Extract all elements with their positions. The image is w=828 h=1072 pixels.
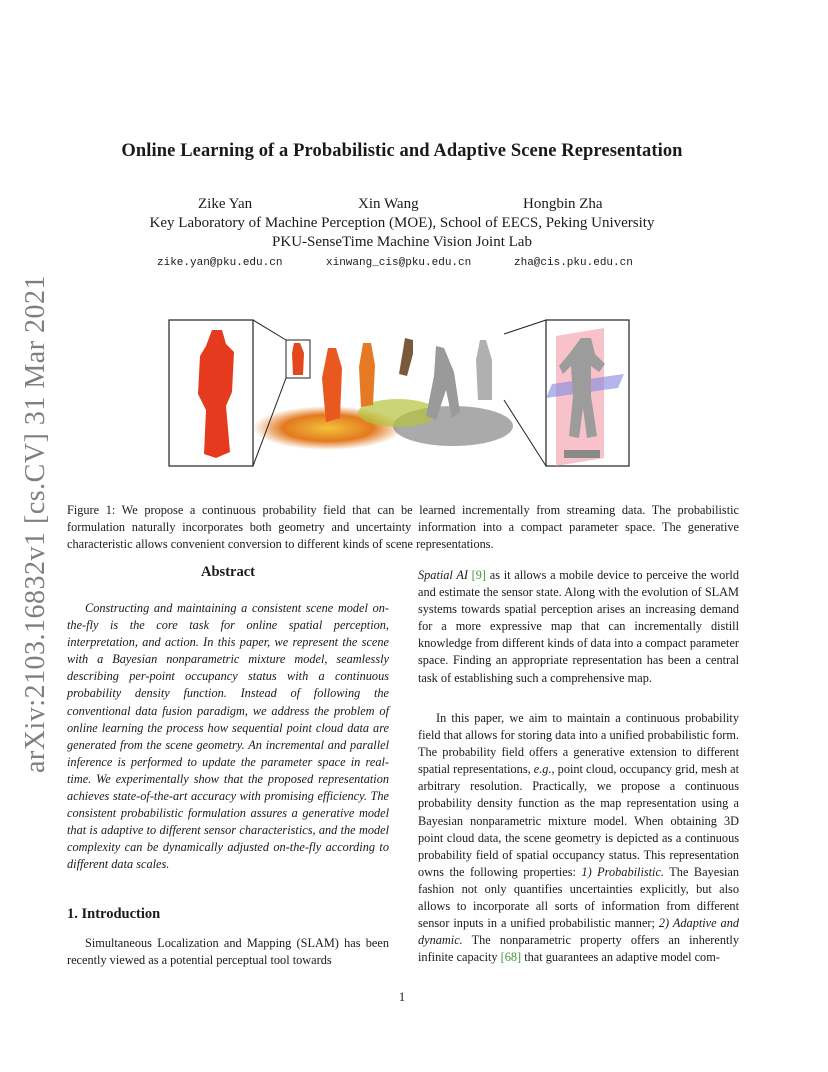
affiliation: PKU-SenseTime Machine Vision Joint Lab (272, 234, 532, 250)
abstract-text: Constructing and maintaining a consistent scene model on-the-fly is the core task for online spatial perception, interpretation, and action. In this paper, we represent the scene with a Bayesian nonparametric mixture model, seamlessly describing per-point occupancy status with a continuous probability density function. Instead of following the conventional data fusion paradigm, we address the problem of online learning the process how sequential point cloud data are generated from the scene geometry. An incremental and parallel inference is performed to update the parameter space in real-time. We experimentally show that the proposed representation achieves state-of-the-art accuracy with promising efficiency. The consistent probabilistic formulation assures a generative model that is adaptive to different sensor characteristics, and the model complexity can be dynamically adjusted on-the-fly according to different data scales. (67, 601, 389, 872)
email: zha@cis.pku.edu.cn (514, 257, 633, 269)
figure-illustration (168, 318, 630, 468)
statue-mesh (476, 340, 492, 400)
affiliation: Key Laboratory of Machine Perception (MOE), School of EECS, Peking University (149, 215, 655, 231)
abstract-heading: Abstract (201, 564, 255, 580)
author-name: Hongbin Zha (523, 196, 603, 212)
email: zike.yan@pku.edu.cn (157, 257, 283, 269)
citation-link[interactable]: [68] (500, 950, 522, 965)
paragraph (418, 567, 739, 687)
citation-link[interactable]: [9] (471, 568, 487, 582)
arxiv-stamp: arXiv:2103.16832v1 [cs.CV] 31 Mar 2021 (20, 274, 51, 774)
paper-title: Online Learning of a Probabilistic and Adaptive Scene Representation (121, 141, 683, 161)
author-name: Xin Wang (358, 196, 419, 212)
paragraph: In this paper, we aim to maintain a continuous probability field that allows for storing data into a unified probabilistic form. The probability field offers a generative extension to different spatial representations, e.g., point cloud, occupancy grid, mesh at arbitrary resolution. Practically, we propose a continuous probability density function as the map representation using a Bayesian nonparametric mixture model. When obtaining 3D point cloud data, the scene geometry is depicted as a continuous probability field of spatial occupancy status. This representation owns the following properties: 1) Probabilistic. The Bayesian fashion not only quantifies uncertainties explicitly, but also allows to incorporate all sorts of information from different sensor inputs in a unified probabilistic manner; 2) Adaptive and dynamic. The nonparametric property offers an inherently infinite capacity [68] that guarantees an adaptive model com- (418, 711, 740, 965)
email: xinwang_cis@pku.edu.cn (326, 257, 472, 269)
page-number: 1 (398, 990, 406, 1004)
statue-heatmap (322, 348, 342, 422)
figure-caption: Figure 1: We propose a continuous probability field that can be learned incrementally from streaming data. The probabilistic formulation naturally incorporates both geometry and uncertainty information into a compact parameter space. The generative characteristic allows convenient conversion to different kinds of scene representations. (67, 503, 739, 551)
paragraph: Simultaneous Localization and Mapping (SLAM) has been recently viewed as a potential perceptual tool towards (67, 936, 389, 968)
statue-heatmap (292, 343, 304, 375)
paragraph-text: as it allows a mobile device to perceive the world and estimate the sensor state. Along with the evolution of SLAM systems towards spatial perception arises an increasing demand for a more expressive map that can incrementally distill knowledge from different kinds of data into a compact parameter space. Finding an appropriate representation has been a central task of establishing such a comprehensive map. (418, 568, 739, 685)
statue-heatmap (399, 338, 413, 376)
author-name: Zike Yan (198, 196, 253, 212)
section-heading: 1. Introduction (67, 906, 161, 922)
statue-heatmap (359, 343, 375, 407)
term: Spatial AI (418, 568, 468, 582)
